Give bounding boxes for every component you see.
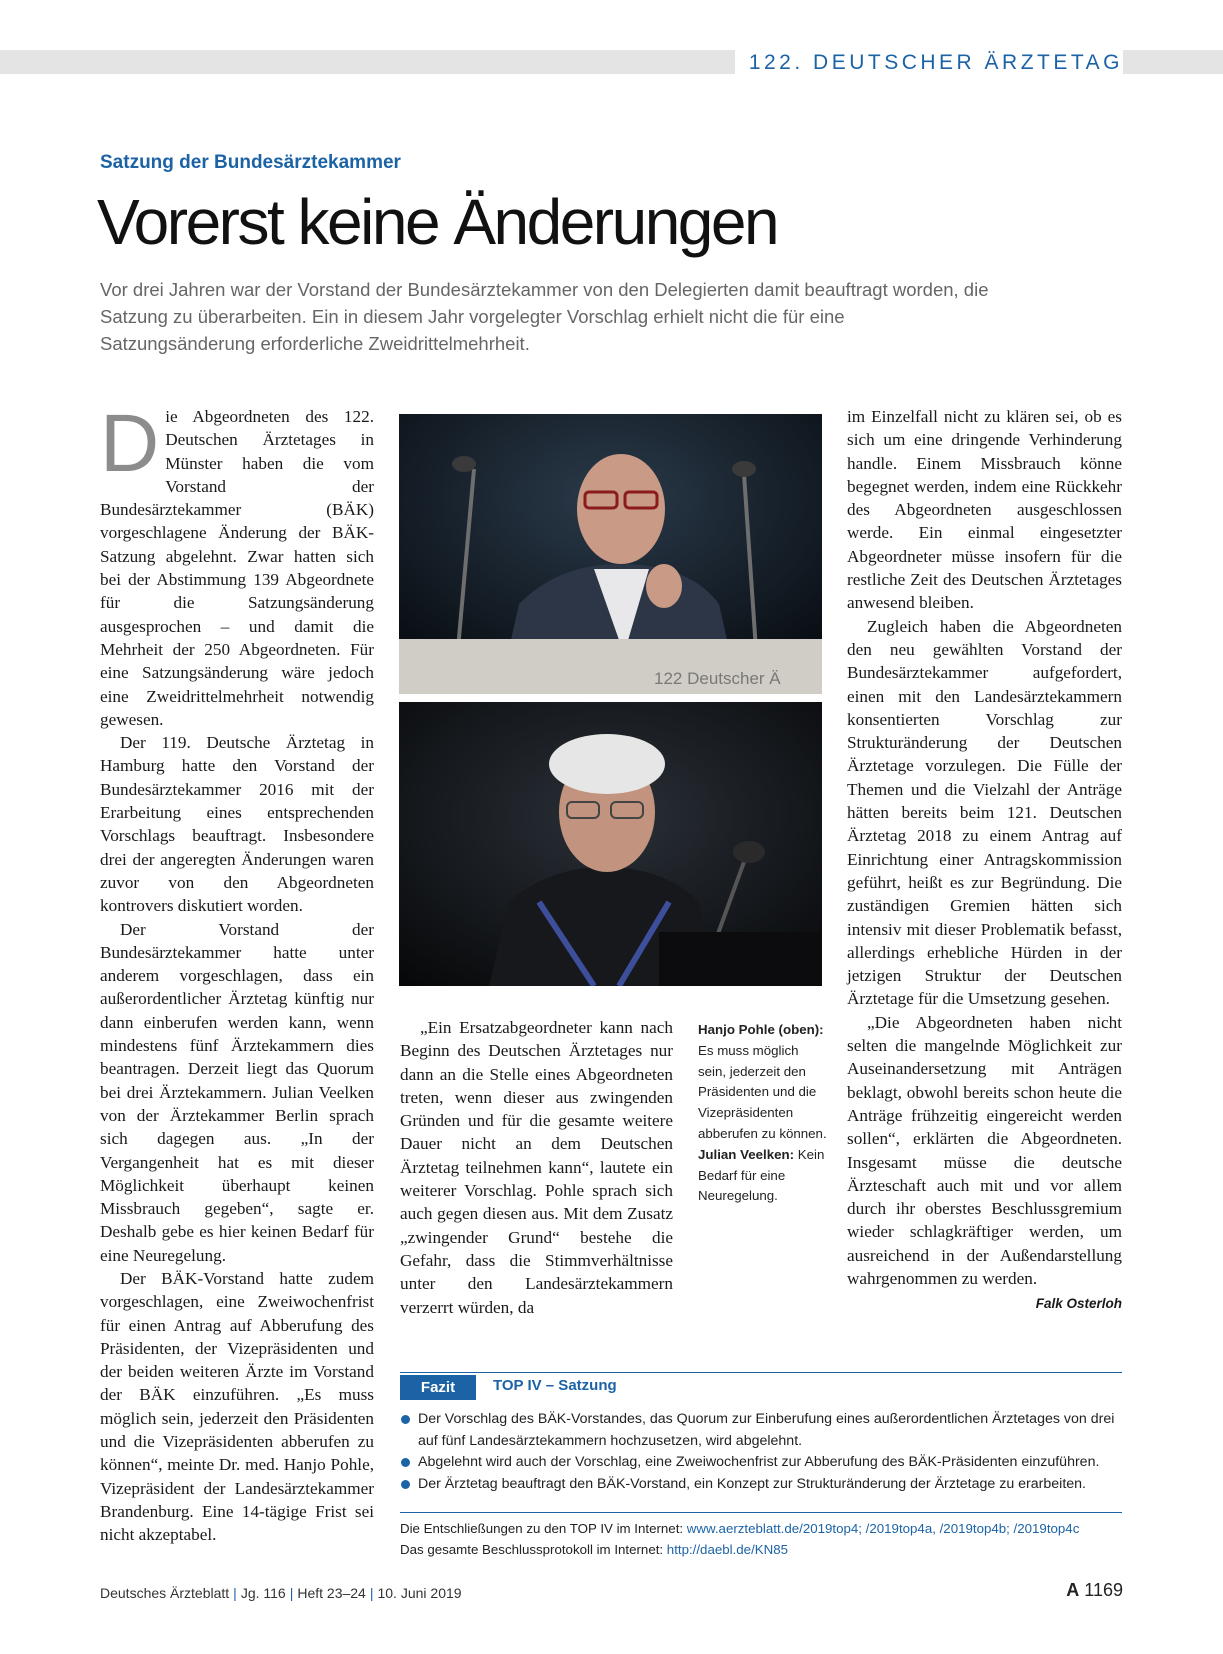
photo-julian-veelken — [399, 702, 822, 986]
article-column-1 — [100, 398, 374, 1547]
paragraph: Der 119. Deutsche Ärztetag in Hamburg hatte den Vorstand der Bundesärztekammer 2016 mit der Erarbeitung eines entsprechenden Vorschlags beauftragt. Insbesondere drei der angeregten Änderungen waren zuvor von den Abgeordneten kontrovers diskutiert worden. — [100, 733, 374, 916]
fazit-title: TOP IV – Satzung — [493, 1377, 617, 1394]
article-column-2 — [400, 1016, 673, 1319]
paragraph: im Einzelfall nicht zu klären sei, ob es sich um eine dringende Verhinderung handle. Einem Missbrauch könne begegnet werden, indem eine Rückkehr des Abgeordneten ausgeschlossen werde. Ein einmal eingesetzter Abgeordneter müsse insofern für die restliche Zeit des Deutschen Ärztetages anwesend bleiben. — [847, 407, 1122, 613]
fazit-label: Fazit — [400, 1375, 476, 1400]
journal-name: Deutsches Ärzteblatt — [100, 1585, 230, 1601]
links-divider — [400, 1512, 1122, 1513]
fazit-list — [400, 1409, 1122, 1495]
lectern-sign: 122 Deutscher Ä — [654, 669, 781, 688]
journal-issue: Heft 23–24 — [297, 1585, 366, 1601]
article-kicker: Satzung der Bundesärztekammer — [100, 152, 401, 173]
protocol-link[interactable]: http://daebl.de/KN85 — [666, 1542, 789, 1557]
article-column-3 — [847, 405, 1122, 1316]
journal-date: 10. Juni 2019 — [377, 1585, 462, 1601]
bullet-icon — [401, 1415, 410, 1424]
links-box: Die Entschließungen zu den TOP IV im Internet: www.aerzteblatt.de/2019top4; /2019top4a, /2019top4b; /2019top4c Das gesamte Beschlussprotokoll im Internet: http://daebl.de/KN85 — [400, 1521, 1080, 1557]
author-byline: Falk Osterloh — [1035, 1296, 1122, 1312]
bullet-icon — [401, 1458, 410, 1467]
section-header: 122. DEUTSCHER ÄRZTETAG — [735, 50, 1123, 74]
paragraph: Zugleich haben die Abgeordneten den neu gewählten Vorstand der Bundesärztekammer aufgefordert, einen mit den Landesärztekammern konsentierten Vorschlag zur Strukturänderung der Deutschen Ärztetage vorzulegen. Die Fülle der Themen und die Vielzahl der Anträge hätten bereits beim 121. Deutschen Ärztetag 2018 zu einem Antrag auf Einrichtung einer Antragskommission geführt, heißt es zur Begründung. Die zuständigen Gremien hätten sich intensiv mit dieser Problematik befasst, allerdings erhebliche Hürden in der jetzigen Struktur der Deutschen Ärztetage für die Umsetzung gesehen. — [847, 616, 1122, 1009]
resolutions-link[interactable]: www.aerzteblatt.de/2019top4; /2019top4a, /2019top4b; /2019top4c — [686, 1521, 1080, 1536]
article-headline: Vorerst keine Änderungen — [97, 186, 778, 258]
bullet-icon — [401, 1480, 410, 1489]
page-footer: Deutsches Ärzteblatt | Jg. 116 | Heft 23–24 | 10. Juni 2019 — [100, 1585, 462, 1601]
paragraph: „Die Abgeordneten haben nicht selten die mangelnde Möglichkeit zur Auseinandersetzung mit Anträgen beklagt, obwohl bereits schon heute die Anträge frühzeitig eingereicht werden sollen“, erklärten die Abgeordneten. Insgesamt müsse die deutsche Ärzteschaft auch mit und vor allem durch ihr oberstes Beschlussgremium wieder schlagkräftiger werden, um ausreichend in der Außendarstellung wahrgenommen zu werden. Falk Osterloh — [847, 1011, 1122, 1291]
photo-hanjo-pohle — [399, 414, 822, 694]
paragraph: Der BÄK-Vorstand hatte zudem vorgeschlagen, eine Zweiwochenfrist für einen Antrag auf Abberufung des Präsidenten, der Vizepräsidenten und der beiden weiteren Ärzte im Vorstand der BÄK einzuführen. „Es muss möglich sein, jederzeit den Präsidenten und die Vizepräsidenten abberufen zu können“, meinte Dr. med. Hanjo Pohle, Vizepräsident der Landesärztekammer Brandenburg. Eine 14-tägige Frist sei nicht akzeptabel. — [100, 1268, 374, 1545]
journal-volume: Jg. 116 — [240, 1585, 286, 1601]
article-lead: Vor drei Jahren war der Vorstand der Bundesärztekammer von den Delegierten damit beauftragt worden, die Satzung zu überarbeiten. Ein in diesem Jahr vorgelegter Vorschlag erhielt nicht die für eine Satzungsänderung erforderliche Zweidrittelmehrheit. — [100, 279, 989, 354]
paragraph: Der Vorstand der Bundesärztekammer hatte unter anderem vorgeschlagen, dass ein außerordentlicher Ärztetag künftig nur dann einberufen werden kann, wenn mindestens fünf Ärztekammern dies beantragen. Derzeit liegt das Quorum bei drei Ärztekammern. Julian Veelken von der Ärztekammer Berlin sprach sich dagegen aus. „In der Vergangenheit hat es mit dieser Möglichkeit überhaupt keinen Missbrauch gegeben“, sagte er. Deshalb gebe es hier keinen Bedarf für eine Neuregelung. — [100, 919, 374, 1265]
drop-cap: D — [100, 398, 160, 489]
list-item: Der Ärztetag beauftragt den BÄK-Vorstand, ein Konzept zur Strukturänderung der Ärztetage zu erarbeiten. — [400, 1474, 1122, 1496]
list-item: Abgelehnt wird auch der Vorschlag, eine Zweiwochenfrist zur Abberufung des BÄK-Präsidenten einzuführen. — [400, 1452, 1122, 1474]
fazit-divider — [400, 1372, 1122, 1373]
photo-caption: Hanjo Pohle (oben): Es muss möglich sein, jederzeit den Präsidenten und die Vizepräsidenten abberufen zu können. Julian Veelken: Kein Bedarf für eine Neuregelung. — [698, 1022, 827, 1204]
paragraph: „Ein Ersatzabgeordneter kann nach Beginn des Deutschen Ärztetages nur dann an die Stelle eines Abgeordneten treten, wenn dieser aus zwingenden Gründen und für die gesamte weitere Dauer nicht an dem Deutschen Ärztetag teilnehmen kann“, lautete ein weiterer Vorschlag. Pohle sprach sich auch gegen diesen aus. Mit dem Zusatz „zwingender Grund“ bestehe die Gefahr, dass die Stimmverhältnisse unter den Landesärztekammern verzerrt würden, da — [400, 1018, 673, 1317]
paragraph: Die Abgeordneten des 122. Deutschen Ärztetages in Münster haben die vom Vorstand der Bundesärztekammer (BÄK) vorgeschlagene Änderung der BÄK-Satzung abgelehnt. Zwar hatten sich bei der Abstimmung 139 Abgeordnete für die Satzungsänderung ausgesprochen – und damit die Mehrheit der 250 Abgeordneten. Für eine Satzungsänderung wäre jedoch eine Zweidrittelmehrheit notwendig gewesen. — [100, 398, 374, 729]
list-item: Der Vorschlag des BÄK-Vorstandes, das Quorum zur Einberufung eines außerordentlichen Ärztetages von drei auf fünf Landesärztekammern hochzusetzen, wird abgelehnt. — [400, 1409, 1122, 1452]
page-number: A 1169 — [1066, 1580, 1123, 1600]
